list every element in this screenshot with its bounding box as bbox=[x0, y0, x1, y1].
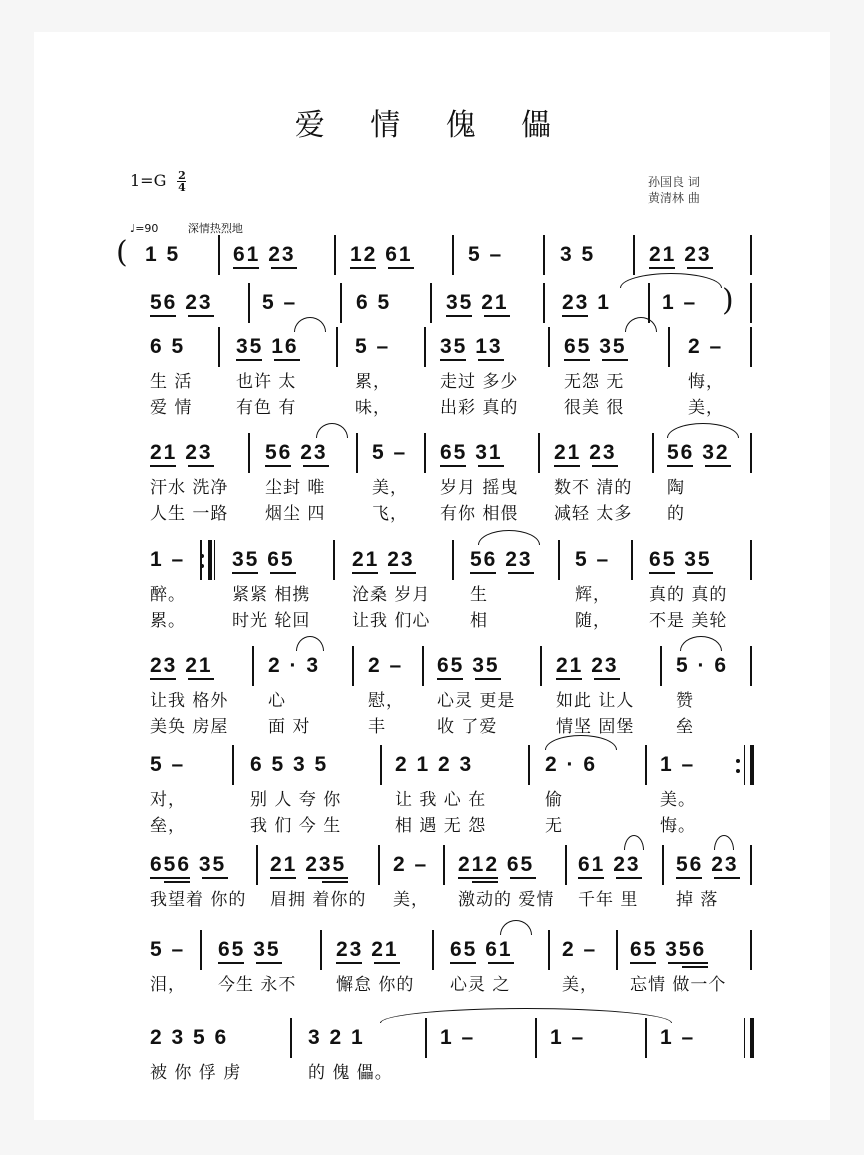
measure: 656 35 bbox=[150, 853, 227, 876]
beam bbox=[437, 678, 463, 680]
lyric-verse-2: 相 bbox=[470, 611, 488, 631]
lyric-verse-1: 也许 太 bbox=[236, 372, 297, 392]
repeat-dot bbox=[736, 769, 740, 773]
lyric-verse-1: 对， bbox=[150, 790, 186, 810]
measure: 61 23 bbox=[233, 243, 296, 266]
lyric-verse-2: 有你 相偎 bbox=[440, 504, 519, 524]
repeat-dot bbox=[200, 554, 204, 558]
beam bbox=[630, 962, 656, 964]
bar-line bbox=[290, 1018, 292, 1058]
beam bbox=[510, 877, 536, 879]
lyric-verse-1: 陶 bbox=[667, 478, 685, 498]
measure: 1 – bbox=[660, 1026, 696, 1049]
measure: 65 61 bbox=[450, 938, 513, 961]
beam bbox=[390, 572, 416, 574]
lyric-verse-1: 真的 真的 bbox=[649, 585, 728, 605]
measure: 56 32 bbox=[667, 441, 730, 464]
beam bbox=[388, 267, 414, 269]
bar-line bbox=[378, 845, 380, 885]
beam bbox=[303, 465, 329, 467]
beam bbox=[578, 877, 604, 879]
lyric-verse-1: 无怨 无 bbox=[564, 372, 625, 392]
bar-line-thin bbox=[744, 745, 745, 785]
measure: 5 – bbox=[372, 441, 408, 464]
lyric-verse-1: 的 傀 儡。 bbox=[308, 1063, 393, 1083]
lyric-verse-2: 减轻 太多 bbox=[554, 504, 633, 524]
bar-line bbox=[662, 845, 664, 885]
measure: 2 – bbox=[393, 853, 429, 876]
bar-line bbox=[750, 433, 752, 473]
lyric-verse-2: 出彩 真的 bbox=[440, 398, 519, 418]
lyric-verse-2: 随， bbox=[575, 611, 611, 631]
lyric-verse-1: 千年 里 bbox=[578, 890, 639, 910]
beam bbox=[336, 962, 362, 964]
lyric-verse-1: 醉。 bbox=[150, 585, 186, 605]
key-label: 1=G bbox=[130, 171, 167, 190]
bar-line bbox=[352, 646, 354, 686]
lyric-verse-2: 爱 情 bbox=[150, 398, 193, 418]
beam bbox=[488, 962, 514, 964]
bar-line bbox=[543, 235, 545, 275]
bar-line bbox=[443, 845, 445, 885]
measure: 5 – bbox=[262, 291, 298, 314]
bar-line bbox=[340, 283, 342, 323]
beam bbox=[150, 877, 190, 879]
system-7 bbox=[0, 745, 864, 845]
measure: 1 – bbox=[550, 1026, 586, 1049]
lyric-verse-1: 心灵 之 bbox=[450, 975, 511, 995]
system-6 bbox=[0, 646, 864, 746]
time-signature bbox=[177, 170, 186, 193]
lyric-verse-1: 生 活 bbox=[150, 372, 193, 392]
lyric-verse-1: 沧桑 岁月 bbox=[352, 585, 431, 605]
lyric-verse-2: 很美 很 bbox=[564, 398, 625, 418]
lyric-verse-2: 悔。 bbox=[660, 816, 696, 836]
beam bbox=[556, 678, 582, 680]
beam bbox=[602, 359, 628, 361]
lyric-verse-1: 懈怠 你的 bbox=[336, 975, 415, 995]
beam bbox=[668, 962, 708, 964]
measure: 1 – bbox=[662, 291, 698, 314]
lyric-verse-1: 偷 bbox=[545, 790, 563, 810]
beam bbox=[374, 962, 400, 964]
tempo-marking bbox=[130, 220, 243, 236]
bar-line bbox=[668, 327, 670, 367]
beam bbox=[270, 572, 296, 574]
bar-line bbox=[430, 283, 432, 323]
bar-line bbox=[432, 930, 434, 970]
close-paren: ) bbox=[722, 283, 734, 318]
lyric-verse-2: 飞， bbox=[372, 504, 408, 524]
lyric-verse-1: 悔， bbox=[688, 372, 724, 392]
lyric-verse-2: 的 bbox=[667, 504, 685, 524]
lyric-verse-1: 忘情 做一个 bbox=[630, 975, 727, 995]
system-3 bbox=[0, 327, 864, 427]
measure: 5 – bbox=[150, 753, 186, 776]
beam bbox=[150, 678, 176, 680]
measure: 21 23 bbox=[150, 441, 213, 464]
measure: 23 1 bbox=[562, 291, 611, 314]
lyric-verse-1: 被 你 俘 虏 bbox=[150, 1063, 242, 1083]
beam bbox=[470, 572, 496, 574]
beam bbox=[649, 572, 675, 574]
beam bbox=[562, 315, 588, 317]
bar-line bbox=[750, 646, 752, 686]
lyric-verse-1: 美， bbox=[372, 478, 408, 498]
credits bbox=[648, 174, 700, 206]
lyric-verse-2: 面 对 bbox=[268, 717, 311, 737]
measure: 1 – bbox=[440, 1026, 476, 1049]
measure: 5 · 6 bbox=[676, 654, 729, 677]
bar-line bbox=[540, 646, 542, 686]
lyric-verse-2: 累。 bbox=[150, 611, 186, 631]
beam bbox=[440, 465, 466, 467]
measure: 23 21 bbox=[336, 938, 399, 961]
beam bbox=[308, 877, 348, 879]
beam bbox=[554, 465, 580, 467]
lyric-verse-1: 泪， bbox=[150, 975, 186, 995]
bar-line bbox=[750, 283, 752, 323]
bar-line bbox=[750, 930, 752, 970]
lyric-verse-1: 掉 落 bbox=[676, 890, 719, 910]
beam bbox=[508, 572, 534, 574]
key-signature bbox=[130, 170, 186, 193]
bar-line bbox=[648, 283, 650, 323]
bar-line bbox=[336, 327, 338, 367]
bar-line bbox=[380, 745, 382, 785]
bar-line bbox=[750, 845, 752, 885]
beam bbox=[350, 267, 376, 269]
lyric-verse-1: 数不 清的 bbox=[554, 478, 633, 498]
measure: 23 21 bbox=[150, 654, 213, 677]
measure: 212 65 bbox=[458, 853, 535, 876]
repeat-dot bbox=[736, 759, 740, 763]
bar-line bbox=[538, 433, 540, 473]
measure: 56 23 bbox=[470, 548, 533, 571]
measure: 2 – bbox=[368, 654, 404, 677]
measure: 56 23 bbox=[676, 853, 739, 876]
lyric-verse-1: 让我 格外 bbox=[150, 691, 229, 711]
bar-line bbox=[424, 327, 426, 367]
lyric-verse-2: 味， bbox=[355, 398, 391, 418]
measure: 2 1 2 3 bbox=[395, 753, 474, 776]
beam bbox=[592, 465, 618, 467]
bar-line bbox=[528, 745, 530, 785]
beam bbox=[202, 877, 228, 879]
lyric-verse-1: 辉， bbox=[575, 585, 611, 605]
bar-line bbox=[616, 930, 618, 970]
beam bbox=[188, 678, 214, 680]
bar-line bbox=[248, 283, 250, 323]
beam bbox=[594, 678, 620, 680]
measure: 2 – bbox=[688, 335, 724, 358]
beam bbox=[446, 315, 472, 317]
lyric-verse-1: 让 我 心 在 bbox=[395, 790, 487, 810]
lyric-verse-2: 丰 bbox=[368, 717, 386, 737]
measure: 35 21 bbox=[446, 291, 509, 314]
measure: 65 356 bbox=[630, 938, 707, 961]
bar-line bbox=[200, 930, 202, 970]
time-bottom: 4 bbox=[178, 181, 186, 194]
bar-line bbox=[535, 1018, 537, 1058]
bar-line bbox=[425, 1018, 427, 1058]
measure: 65 31 bbox=[440, 441, 503, 464]
lyric-verse-2: 让我 们心 bbox=[352, 611, 431, 631]
lyric-verse-2: 时光 轮回 bbox=[232, 611, 311, 631]
beam bbox=[616, 877, 642, 879]
measure: 5 – bbox=[355, 335, 391, 358]
beam bbox=[676, 877, 702, 879]
bar-line bbox=[422, 646, 424, 686]
measure: 35 16 bbox=[236, 335, 299, 358]
lyric-verse-1: 美， bbox=[562, 975, 598, 995]
measure: 1 – bbox=[150, 548, 186, 571]
beam bbox=[564, 359, 590, 361]
bar-line bbox=[548, 930, 550, 970]
beam bbox=[271, 267, 297, 269]
repeat-start-thin bbox=[214, 540, 215, 580]
measure: 1 5 bbox=[145, 243, 181, 266]
measure: 65 35 bbox=[564, 335, 627, 358]
bar-line bbox=[200, 540, 202, 580]
lyric-verse-1: 激动的 爱情 bbox=[458, 890, 555, 910]
measure: 2 – bbox=[562, 938, 598, 961]
lyric-verse-1: 生 bbox=[470, 585, 488, 605]
bar-line bbox=[452, 540, 454, 580]
beam-2 bbox=[472, 881, 498, 883]
beam bbox=[705, 465, 731, 467]
system-4 bbox=[0, 433, 864, 533]
measure: 21 23 bbox=[556, 654, 619, 677]
beam bbox=[440, 359, 466, 361]
beam bbox=[188, 465, 214, 467]
lyric-verse-1: 我望着 你的 bbox=[150, 890, 247, 910]
lyric-verse-2: 垒， bbox=[150, 816, 186, 836]
expression-text: 深情热烈地 bbox=[187, 222, 243, 235]
system-10 bbox=[0, 1018, 864, 1118]
measure: 35 65 bbox=[232, 548, 295, 571]
beam bbox=[274, 359, 300, 361]
lyric-verse-1: 美。 bbox=[660, 790, 696, 810]
bar-line bbox=[356, 433, 358, 473]
lyric-verse-2: 我 们 今 生 bbox=[250, 816, 342, 836]
measure: 6 5 bbox=[150, 335, 186, 358]
bar-line bbox=[320, 930, 322, 970]
beam bbox=[649, 267, 675, 269]
bar-line bbox=[750, 327, 752, 367]
bar-line bbox=[256, 845, 258, 885]
measure: 2 · 6 bbox=[545, 753, 598, 776]
lyric-verse-1: 尘封 唯 bbox=[265, 478, 326, 498]
lyric-verse-1: 慰， bbox=[368, 691, 404, 711]
bar-line bbox=[232, 745, 234, 785]
beam bbox=[256, 962, 282, 964]
bar-line bbox=[631, 540, 633, 580]
lyric-verse-2: 无 bbox=[545, 816, 563, 836]
beam bbox=[478, 465, 504, 467]
tempo-value: ♩=90 bbox=[130, 222, 159, 235]
bar-line bbox=[645, 1018, 647, 1058]
lyric-verse-2: 人生 一路 bbox=[150, 504, 229, 524]
beam bbox=[450, 962, 476, 964]
measure: 35 13 bbox=[440, 335, 503, 358]
measure: 65 35 bbox=[649, 548, 712, 571]
beam bbox=[270, 877, 296, 879]
lyric-verse-1: 赞 bbox=[676, 691, 694, 711]
system-5 bbox=[0, 540, 864, 640]
bar-line bbox=[652, 433, 654, 473]
bar-line bbox=[543, 283, 545, 323]
bar-line bbox=[548, 327, 550, 367]
beam bbox=[265, 465, 291, 467]
beam-2 bbox=[164, 881, 190, 883]
measure: 6 5 3 5 bbox=[250, 753, 329, 776]
lyric-verse-1: 别 人 夸 你 bbox=[250, 790, 342, 810]
lyric-verse-1: 心 bbox=[268, 691, 286, 711]
composer: 黄清林 曲 bbox=[648, 191, 700, 205]
measure: 3 5 bbox=[560, 243, 596, 266]
bar-line bbox=[424, 433, 426, 473]
open-paren: ( bbox=[116, 235, 128, 270]
bar-line bbox=[565, 845, 567, 885]
beam bbox=[233, 267, 259, 269]
measure: 56 23 bbox=[150, 291, 213, 314]
beam bbox=[232, 572, 258, 574]
lyric-verse-2: 美， bbox=[688, 398, 724, 418]
beam bbox=[478, 359, 504, 361]
measure: 12 61 bbox=[350, 243, 413, 266]
bar-line bbox=[558, 540, 560, 580]
bar-line bbox=[750, 540, 752, 580]
lyric-verse-1: 今生 永不 bbox=[218, 975, 297, 995]
beam bbox=[475, 678, 501, 680]
measure: 3 2 1 bbox=[308, 1026, 365, 1049]
lyric-verse-1: 累， bbox=[355, 372, 391, 392]
lyric-verse-2: 收 了爱 bbox=[437, 717, 498, 737]
bar-line bbox=[333, 540, 335, 580]
lyric-verse-1: 美， bbox=[393, 890, 429, 910]
measure: 65 35 bbox=[437, 654, 500, 677]
lyric-verse-2: 烟尘 四 bbox=[265, 504, 326, 524]
measure: 21 23 bbox=[554, 441, 617, 464]
measure: 6 5 bbox=[356, 291, 392, 314]
lyric-verse-1: 岁月 摇曳 bbox=[440, 478, 519, 498]
song-title: 爱 情 傀 儡 bbox=[294, 108, 570, 143]
lyric-verse-2: 相 遇 无 怨 bbox=[395, 816, 487, 836]
bar-line bbox=[633, 235, 635, 275]
bar-line bbox=[248, 433, 250, 473]
lyric-verse-2: 不是 美轮 bbox=[649, 611, 728, 631]
bar-line bbox=[750, 1018, 754, 1058]
lyric-verse-2: 美奂 房屋 bbox=[150, 717, 229, 737]
lyric-verse-1: 如此 让人 bbox=[556, 691, 635, 711]
lyric-verse-2: 有色 有 bbox=[236, 398, 297, 418]
bar-line-thin bbox=[744, 1018, 745, 1058]
repeat-dot bbox=[200, 564, 204, 568]
bar-line bbox=[452, 235, 454, 275]
beam bbox=[150, 315, 176, 317]
beam bbox=[458, 877, 498, 879]
bar-line bbox=[645, 745, 647, 785]
bar-line bbox=[252, 646, 254, 686]
measure: 21 235 bbox=[270, 853, 347, 876]
measure: 1 – bbox=[660, 753, 696, 776]
bar-line bbox=[334, 235, 336, 275]
measure: 61 23 bbox=[578, 853, 641, 876]
bar-line bbox=[218, 327, 220, 367]
beam bbox=[687, 267, 713, 269]
beam bbox=[484, 315, 510, 317]
lyric-verse-1: 眉拥 着你的 bbox=[270, 890, 367, 910]
measure: 5 – bbox=[468, 243, 504, 266]
lyric-verse-1: 走过 多少 bbox=[440, 372, 519, 392]
beam bbox=[687, 572, 713, 574]
beam bbox=[150, 465, 176, 467]
measure: 21 23 bbox=[352, 548, 415, 571]
measure: 65 35 bbox=[218, 938, 281, 961]
bar-line bbox=[660, 646, 662, 686]
lyricist: 孙国良 词 bbox=[648, 175, 700, 189]
beam-2 bbox=[682, 966, 708, 968]
beam bbox=[188, 315, 214, 317]
bar-line bbox=[218, 235, 220, 275]
beam-2 bbox=[322, 881, 348, 883]
measure: 2 3 5 6 bbox=[150, 1026, 229, 1049]
beam bbox=[218, 962, 244, 964]
measure: 21 23 bbox=[649, 243, 712, 266]
bar-line bbox=[750, 235, 752, 275]
lyric-verse-2: 情坚 固堡 bbox=[556, 717, 635, 737]
beam bbox=[714, 877, 740, 879]
measure: 2 · 3 bbox=[268, 654, 321, 677]
measure: 5 – bbox=[150, 938, 186, 961]
repeat-start-bar bbox=[208, 540, 212, 580]
measure: 56 23 bbox=[265, 441, 328, 464]
lyric-verse-2: 垒 bbox=[676, 717, 694, 737]
beam bbox=[667, 465, 693, 467]
beam bbox=[352, 572, 378, 574]
bar-line bbox=[750, 745, 754, 785]
beam bbox=[236, 359, 262, 361]
lyric-verse-1: 汗水 洗净 bbox=[150, 478, 229, 498]
measure: 5 – bbox=[575, 548, 611, 571]
time-top: 2 bbox=[178, 169, 186, 182]
lyric-verse-1: 紧紧 相携 bbox=[232, 585, 311, 605]
lyric-verse-1: 心灵 更是 bbox=[437, 691, 516, 711]
